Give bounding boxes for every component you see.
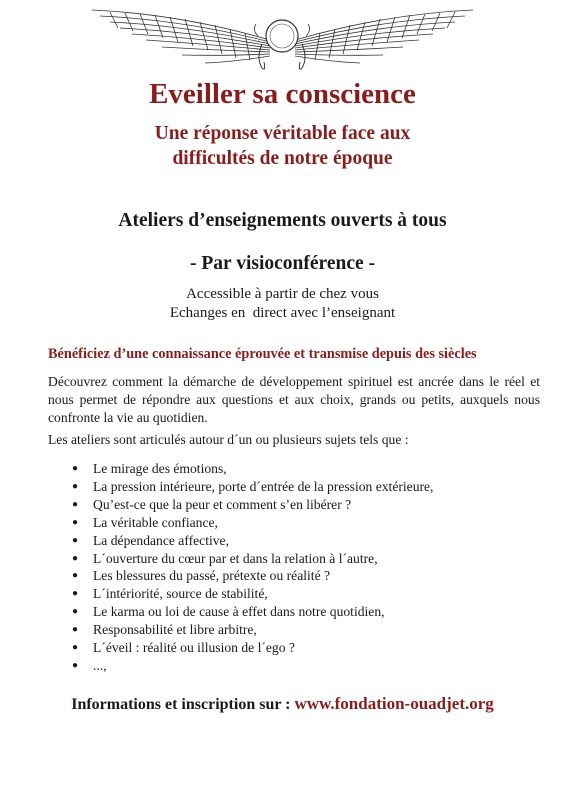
list-item: ● Les blessures du passé, prétexte ou réalité ? [72, 568, 331, 584]
bullet-icon: ● [72, 642, 79, 654]
list-item: ● La dépendance affective, [72, 532, 229, 548]
footer-label: Informations et inscription sur : [71, 696, 295, 713]
bullet-icon: ● [72, 516, 79, 528]
list-item: ● Le mirage des émotions, [72, 461, 227, 476]
bullet-icon: ● [72, 624, 79, 636]
list-item: ● La pression intérieure, porte d´entrée de la pression extérieure, [72, 478, 434, 494]
topics-intro: Les ateliers sont articulés autour d´un ou plusieurs sujets tels que : [48, 432, 409, 447]
list-item: ● ..., [72, 657, 107, 673]
access-line-1: Accessible à partir de chez vous [186, 286, 379, 302]
website-link[interactable]: www.fondation-ouadjet.org [294, 694, 494, 713]
list-item: ● Responsabilité et libre arbitre, [72, 622, 257, 638]
list-item: ● L´éveil : réalité ou illusion de l´ego ? [72, 640, 295, 656]
winged-sun-icon [0, 0, 565, 80]
benefit-heading: Bénéficiez d’une connaissance éprouvée et transmise depuis des siècles [48, 346, 477, 362]
bullet-icon: ● [72, 480, 79, 492]
topics-list [48, 460, 540, 675]
list-item: ● La véritable confiance, [72, 514, 218, 530]
access-info [0, 285, 565, 323]
bullet-icon: ● [72, 606, 79, 618]
access-line-2: Echanges en direct avec l’enseignant [169, 305, 396, 321]
bullet-icon: ● [72, 552, 79, 564]
list-item: ● Le karma ou loi de cause à effet dans notre quotidien, [72, 604, 385, 620]
page-title: Eveiller sa conscience [149, 78, 416, 110]
intro-paragraph: Découvrez comment la démarche de développement spirituel est ancrée dans le réel et nous permet de répondre aux questions et aux choix, grands ou petits, auxquels nous confronte la vie au quotidien. [48, 374, 540, 425]
footer-info [0, 694, 565, 714]
list-item: ● L´intériorité, source de stabilité, [72, 586, 268, 602]
list-item: ● L´ouverture du cœur par et dans la relation à l´autre, [72, 550, 378, 566]
workshops-mode: - Par visioconférence - [189, 253, 375, 274]
list-item: ● Qu’est-ce que la peur et comment s’en libérer ? [72, 496, 352, 512]
workshops-heading: Ateliers d’enseignements ouverts à tous [118, 210, 447, 231]
bullet-icon: ● [72, 659, 79, 671]
subtitle-line-1: Une réponse véritable face aux [154, 123, 411, 144]
bullet-icon: ● [72, 588, 79, 600]
subtitle [0, 121, 565, 171]
bullet-icon: ● [72, 534, 79, 546]
bullet-icon: ● [72, 498, 79, 510]
bullet-icon: ● [72, 463, 79, 474]
subtitle-line-2: difficultés de notre époque [172, 148, 393, 169]
bullet-icon: ● [72, 570, 79, 582]
